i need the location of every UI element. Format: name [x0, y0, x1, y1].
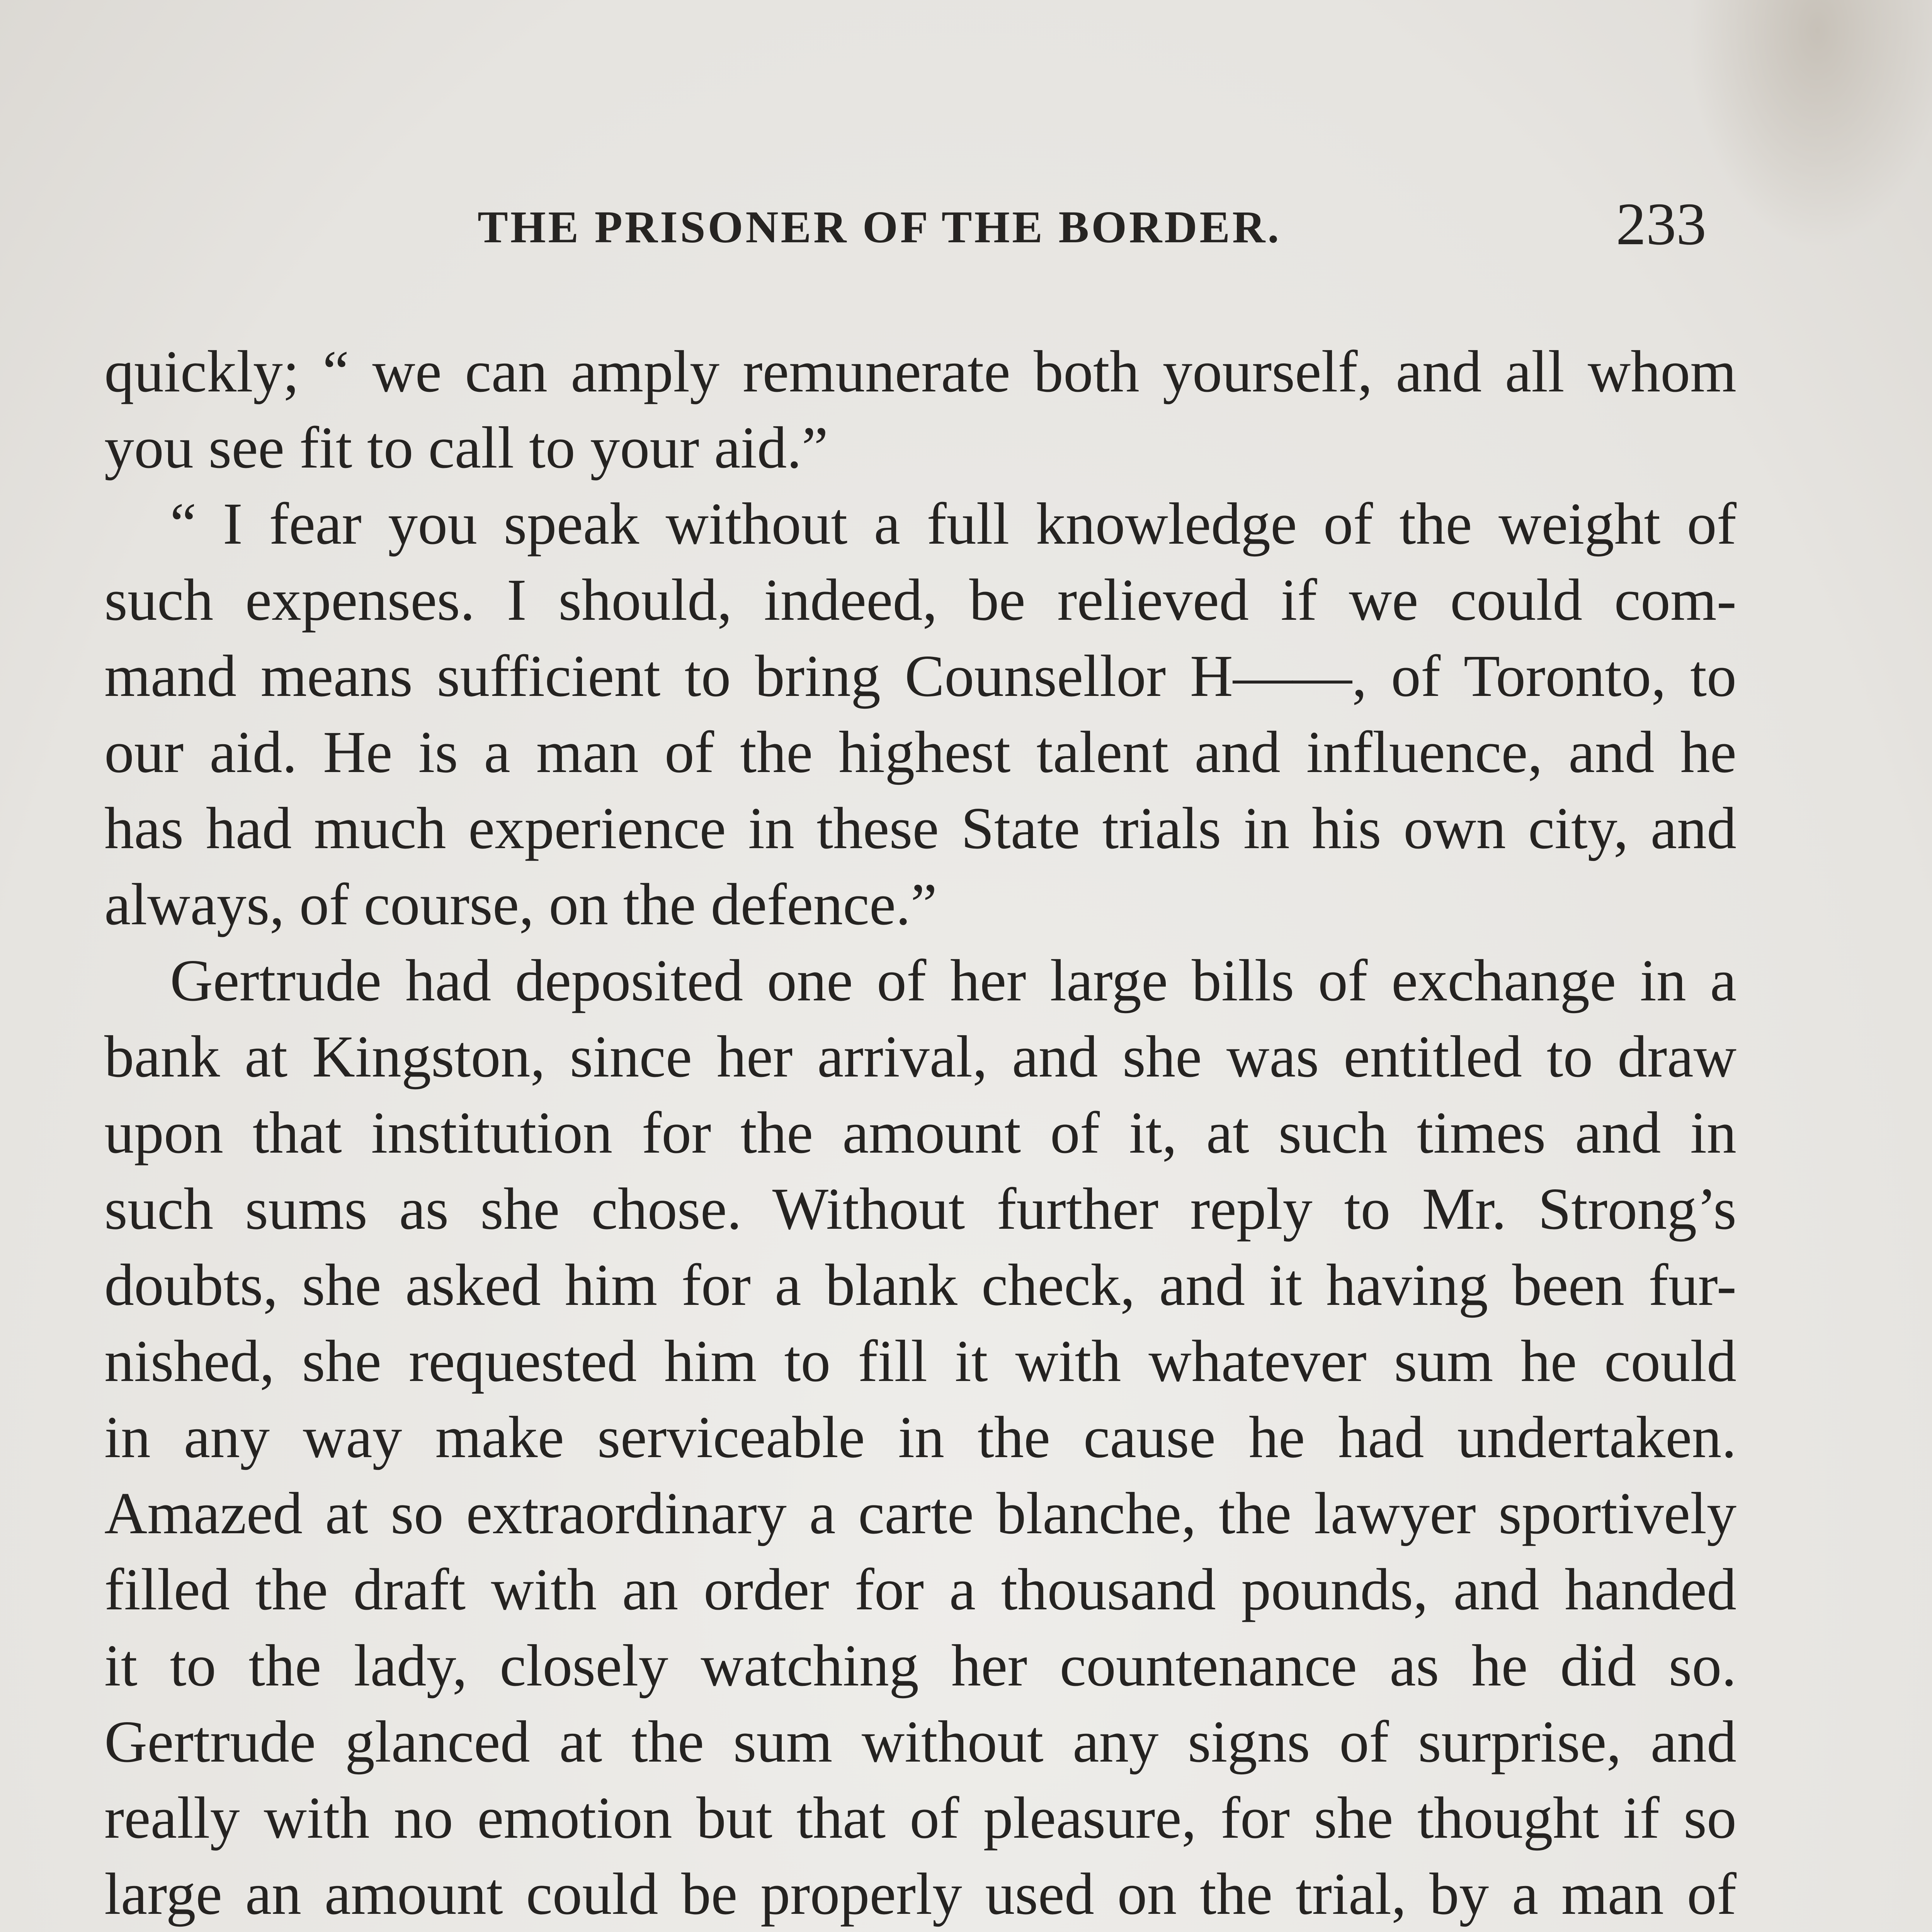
- text-line: “ I fear you speak without a full knowledge of the weight of: [170, 491, 1736, 557]
- running-title: THE PRISONER OF THE BORDER.: [478, 202, 1281, 252]
- text-line: has had much experience in these State trials in his own city, and: [104, 796, 1736, 861]
- text-line: such sums as she chose. Without further reply to Mr. Strong’s: [104, 1176, 1736, 1242]
- paragraph: [104, 486, 1736, 943]
- text-line: quickly; “ we can amply remunerate both yourself, and all whom: [104, 339, 1736, 405]
- text-line: you see fit to call to your aid.”: [104, 415, 828, 481]
- text-line: filled the draft with an order for a thousand pounds, and handed: [104, 1557, 1736, 1622]
- text-line: large an amount could be properly used on the trial, by a man of: [104, 1861, 1736, 1927]
- text-line: in any way make serviceable in the cause he had undertaken.: [104, 1405, 1736, 1470]
- text-line: our aid. He is a man of the highest talent and influence, and he: [104, 719, 1736, 785]
- text-line: Amazed at so extraordinary a carte blanche, the lawyer sportively: [104, 1481, 1736, 1546]
- text-line: bank at Kingston, since her arrival, and she was entitled to draw: [104, 1024, 1736, 1090]
- paragraph: [104, 334, 1736, 486]
- text-line: always, of course, on the defence.”: [104, 872, 937, 937]
- text-line: doubts, she asked him for a blank check, and it having been fur-: [104, 1252, 1736, 1318]
- text-line: really with no emotion but that of pleasure, for she thought if so: [104, 1785, 1736, 1851]
- text-line: nished, she requested him to fill it with whatever sum he could: [104, 1328, 1736, 1394]
- text-line: upon that institution for the amount of it, at such times and in: [104, 1100, 1736, 1166]
- page-number: 233: [1616, 190, 1706, 257]
- text-line: such expenses. I should, indeed, be relieved if we could com-: [104, 567, 1736, 633]
- paragraph: [104, 943, 1736, 1932]
- text-line: mand means sufficient to bring Counsellor H——, of Toronto, to: [104, 643, 1736, 709]
- text-line: it to the lady, closely watching her countenance as he did so.: [104, 1633, 1736, 1699]
- page-body: [104, 334, 1736, 1932]
- text-line: Gertrude glanced at the sum without any signs of surprise, and: [104, 1709, 1736, 1775]
- text-line: Gertrude had deposited one of her large bills of exchange in a: [170, 948, 1736, 1014]
